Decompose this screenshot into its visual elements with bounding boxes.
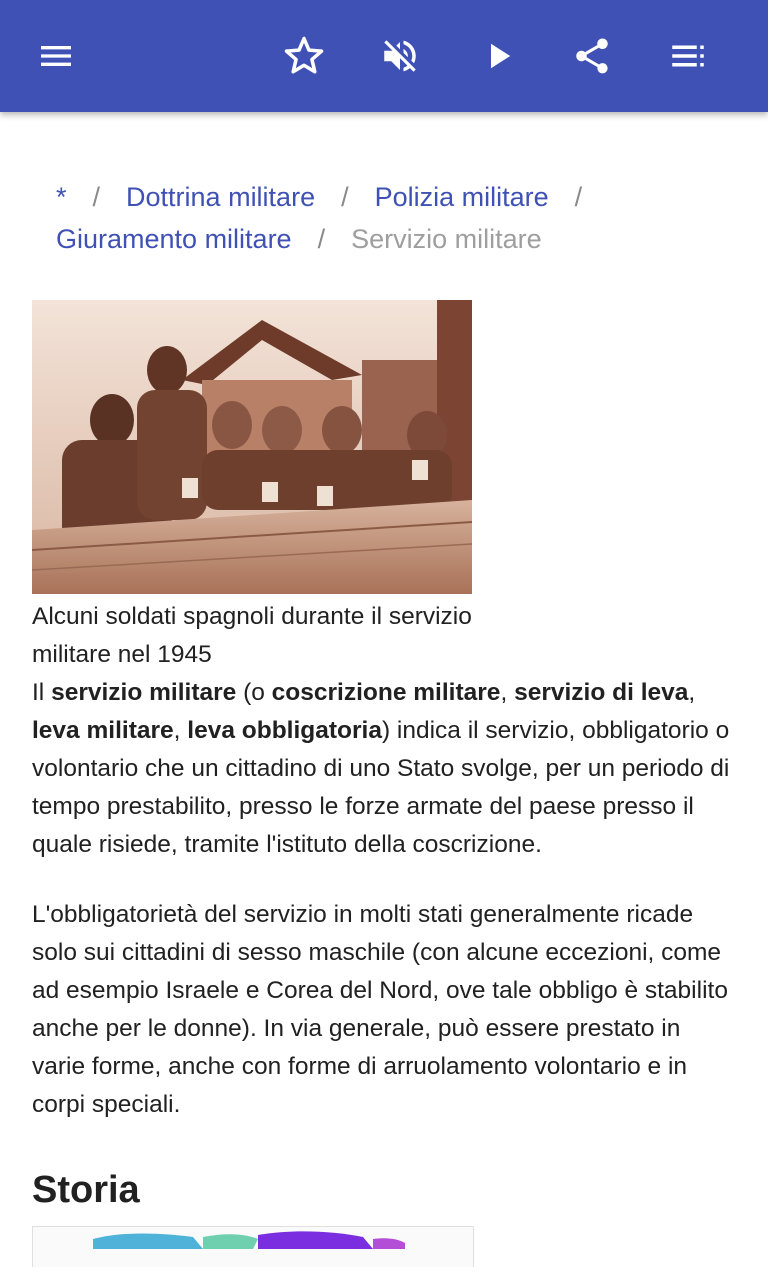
star-outline-icon (283, 35, 325, 77)
body-paragraph: L'obbligatorietà del servizio in molti stati generalmente ricade solo sui cittadini di sesso maschile (con alcune eccezioni, come ad esempio Israele e Corea del Nord, ove tale obbligo è stabilito anche per le donne). In via generale, può essere prestato in varie forme, anche con forme di arruolamento volontario e in corpi speciali. (32, 901, 728, 1118)
breadcrumb (56, 176, 736, 260)
hamburger-menu-icon (36, 36, 76, 76)
mute-button[interactable] (372, 28, 428, 84)
play-button[interactable] (470, 28, 526, 84)
breadcrumb-separator: / (317, 224, 326, 254)
image-caption: Alcuni soldati spagnoli durante il servizio militare nel 1945 (32, 603, 472, 668)
intro-bold-term: servizio militare (51, 679, 237, 706)
playlist-icon (667, 35, 709, 77)
share-icon (571, 35, 613, 77)
intro-text: ) indica il servizio, obbligatorio o volontario che un cittadino di uno Stato svolge, per un periodo di tempo prestabilito, presso le forze armate del paese presso il quale risiede, tramite l'istituto della coscrizione. (32, 717, 730, 858)
intro-bold-term: coscrizione militare (271, 679, 501, 706)
section-heading: Storia (32, 1169, 140, 1211)
intro-paragraph (32, 674, 740, 864)
intro-bold-term: servizio di leva (514, 679, 689, 706)
intro-bold-term: leva militare (32, 717, 174, 744)
intro-text: , (500, 679, 515, 706)
article-body (32, 300, 740, 1279)
playlist-button[interactable] (660, 28, 716, 84)
intro-text: , (688, 679, 696, 706)
breadcrumb-link-polizia[interactable]: Polizia militare (374, 182, 549, 212)
breadcrumb-separator: / (341, 182, 349, 212)
breadcrumb-separator: / (574, 182, 583, 212)
breadcrumb-current: Servizio militare (351, 224, 542, 254)
breadcrumb-link-dottrina[interactable]: Dottrina militare (126, 182, 316, 212)
app-toolbar (0, 0, 768, 112)
favorite-button[interactable] (276, 28, 332, 84)
intro-text: Il (32, 679, 52, 706)
breadcrumb-link-root[interactable]: * (56, 182, 67, 212)
intro-text: (o (236, 679, 272, 706)
breadcrumb-separator: / (92, 182, 101, 212)
play-icon (477, 35, 519, 77)
article-photo[interactable] (32, 300, 472, 594)
breadcrumb-link-giuramento[interactable]: Giuramento militare (56, 224, 292, 254)
volume-off-icon (379, 35, 421, 77)
intro-bold-term: leva obbligatoria (187, 717, 382, 744)
section-map-image[interactable] (32, 1226, 474, 1267)
share-button[interactable] (564, 28, 620, 84)
menu-button[interactable] (28, 28, 84, 84)
intro-text: , (173, 717, 188, 744)
